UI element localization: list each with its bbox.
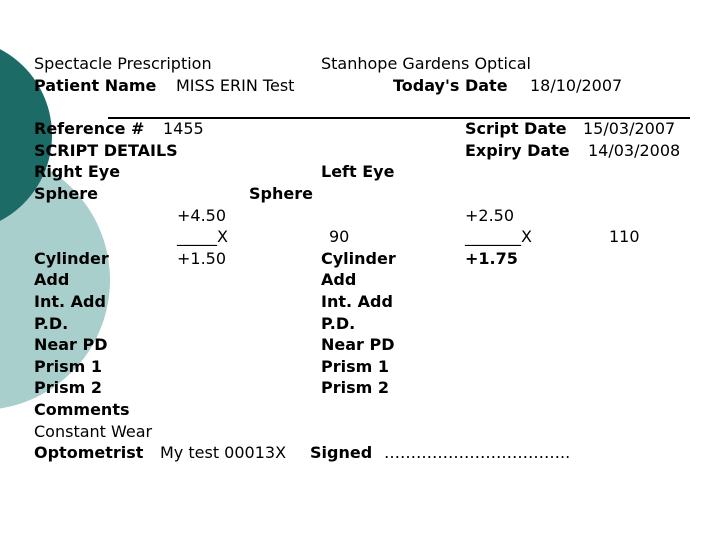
right-pd-label: P.D. [34, 314, 69, 333]
expiry-date-label: Expiry Date [465, 141, 570, 160]
left-prism1-label: Prism 1 [321, 357, 389, 376]
reference-label: Reference # [34, 119, 145, 138]
script-date-label: Script Date [465, 119, 567, 138]
patient-name-label: Patient Name [34, 76, 157, 95]
right-prism2-label: Prism 2 [34, 378, 102, 397]
patient-name-value: MISS ERIN Test [176, 76, 295, 95]
optometrist-value: My test 00013X [160, 443, 287, 462]
left-prism2-label: Prism 2 [321, 378, 389, 397]
practice-name: Stanhope Gardens Optical [321, 54, 531, 73]
signature-line: …………………………….. [384, 443, 571, 462]
right-near-pd-label: Near PD [34, 335, 108, 354]
comments-label: Comments [34, 400, 130, 419]
left-sphere-value: +2.50 [465, 206, 515, 225]
left-eye-heading: Left Eye [321, 162, 395, 181]
left-axis-value: 110 [609, 227, 640, 246]
today-date-label: Today's Date [393, 76, 508, 95]
right-axis-line: _____X [177, 227, 228, 246]
reference-value: 1455 [163, 119, 204, 138]
comments-value: Constant Wear [34, 422, 153, 441]
right-cylinder-value: +1.50 [177, 249, 227, 268]
right-cylinder-label: Cylinder [34, 249, 109, 268]
right-sphere-label: Sphere [34, 184, 98, 203]
script-date-value: 15/03/2007 [583, 119, 676, 138]
optometrist-label: Optometrist [34, 443, 144, 462]
left-int-add-label: Int. Add [321, 292, 393, 311]
document-title: Spectacle Prescription [34, 54, 212, 73]
right-axis-value: 90 [329, 227, 350, 246]
right-prism1-label: Prism 1 [34, 357, 102, 376]
signed-label: Signed [310, 443, 373, 462]
expiry-date-value: 14/03/2008 [588, 141, 681, 160]
left-axis-line: _______X [465, 227, 532, 246]
left-cylinder-label: Cylinder [321, 249, 396, 268]
left-cylinder-value: +1.75 [465, 249, 518, 268]
script-details-label: SCRIPT DETAILS [34, 141, 178, 160]
right-eye-heading: Right Eye [34, 162, 121, 181]
today-date-value: 18/10/2007 [530, 76, 623, 95]
left-near-pd-label: Near PD [321, 335, 395, 354]
right-sphere-value: +4.50 [177, 206, 227, 225]
left-pd-label: P.D. [321, 314, 356, 333]
left-add-label: Add [321, 270, 357, 289]
left-sphere-label: Sphere [249, 184, 313, 203]
right-int-add-label: Int. Add [34, 292, 106, 311]
right-add-label: Add [34, 270, 70, 289]
